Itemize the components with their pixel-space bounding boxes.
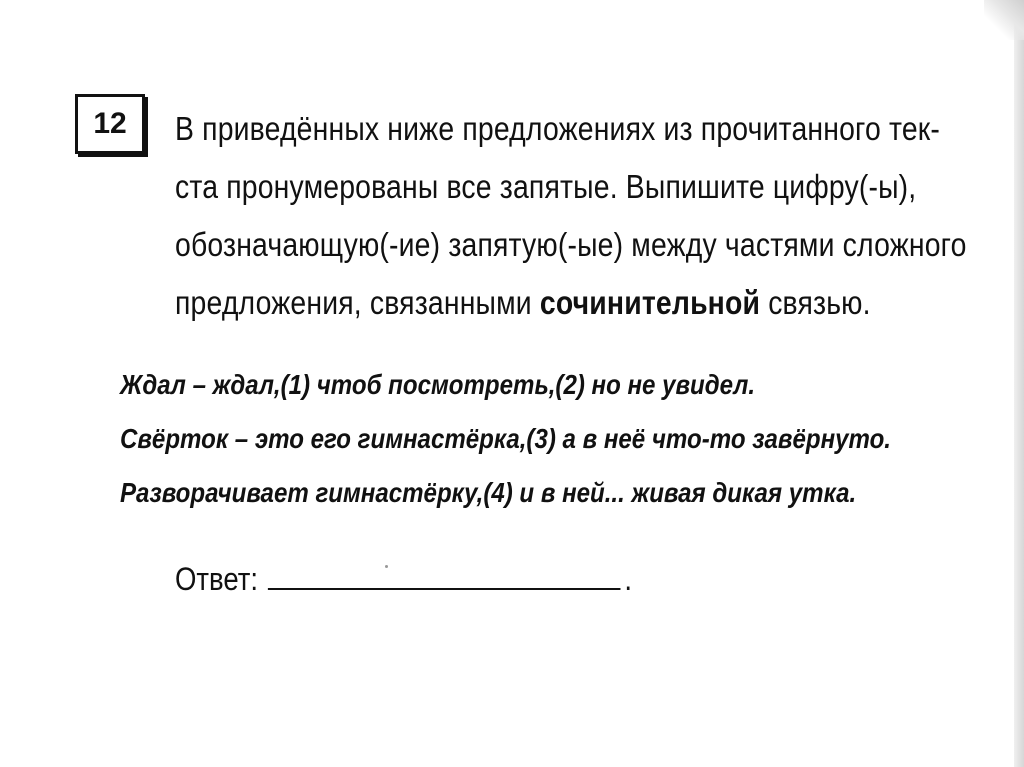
sentence-line: Разворачивает гимнастёрку,(4) и в ней... живая дикая утка. (120, 477, 857, 508)
sentence-line: Свёрток – это его гимнастёрка,(3) а в неё что-то завёрнуто. (120, 423, 892, 454)
answer-end-mark: . (624, 561, 632, 597)
answer-row (175, 552, 632, 598)
instruction-text: связью. (760, 284, 871, 321)
task-number: 12 (93, 107, 127, 140)
answer-label: Ответ: (175, 561, 258, 597)
instruction-line: обозначающую(-ие) запятую(-ые) между частями сложного (175, 226, 967, 263)
instruction-line-last (175, 274, 871, 332)
task-number-badge (75, 94, 145, 154)
page-curl-corner (984, 0, 1024, 40)
numbered-sentences (120, 358, 894, 520)
scan-speck (385, 565, 388, 568)
answer-blank[interactable] (268, 552, 621, 590)
instruction-line: ста пронумерованы все запятые. Выпишите цифру(-ы), (175, 168, 917, 205)
slide-edge (1014, 0, 1024, 767)
task-instruction (175, 100, 967, 332)
instruction-line: В приведённых ниже предложениях из прочитанного тек- (175, 110, 940, 147)
sentence-line: Ждал – ждал,(1) чтоб посмотреть,(2) но не увидел. (120, 369, 756, 400)
instruction-text: предложения, связанными (175, 284, 540, 321)
instruction-emphasis: сочинительной (539, 284, 761, 321)
